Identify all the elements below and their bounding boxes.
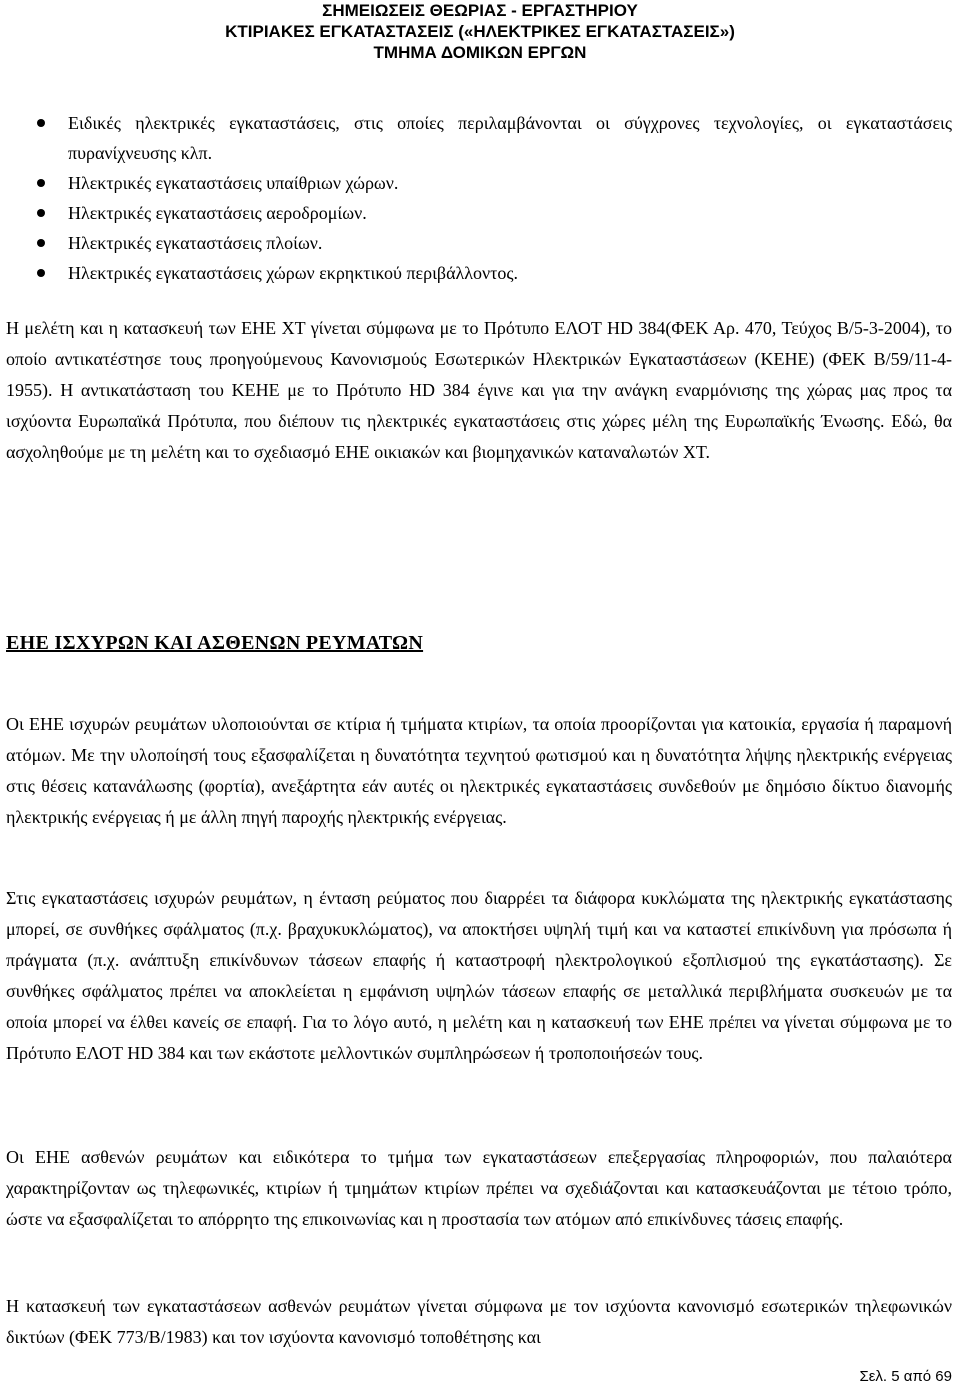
list-item: Ηλεκτρικές εγκαταστάσεις πλοίων. (0, 228, 952, 258)
bullet-icon (37, 179, 45, 187)
section-heading: ΕΗΕ ΙΣΧΥΡΩΝ ΚΑΙ ΑΣΘΕΝΩΝ ΡΕΥΜΑΤΩΝ (6, 632, 424, 654)
list-item: Ηλεκτρικές εγκαταστάσεις αεροδρομίων. (0, 198, 952, 228)
bullet-list (0, 108, 952, 288)
header-line-3: ΤΜΗΜΑ ΔΟΜΙΚΩΝ ΕΡΓΩΝ (373, 43, 587, 62)
paragraph-block-3 (6, 1142, 952, 1235)
header-line-1: ΣΗΜΕΙΩΣΕΙΣ ΘΕΩΡΙΑΣ - ΕΡΓΑΣΤΗΡΙΟΥ (322, 1, 638, 20)
bullet-icon (37, 119, 45, 127)
paragraph: Οι ΕΗΕ ασθενών ρευμάτων και ειδικότερα το τμήμα των εγκαταστάσεων επεξεργασίας πληροφοριών, που παλαιότερα χαρακτηρίζονταν ως τηλεφωνικές, κτιρίων ή τμημάτων κτιρίων πρέπει να σχεδιάζονται και κατασκευάζονται με τέτοιο τρόπο, ώστε να εξασφαλίζεται το απόρρητο της επικοινωνίας και η προστασία των ατόμων από επικίνδυνες τάσεις επαφής. (6, 1147, 952, 1229)
list-item: Ηλεκτρικές εγκαταστάσεις χώρων εκρηκτικού περιβάλλοντος. (0, 258, 952, 288)
list-item: Ηλεκτρικές εγκαταστάσεις υπαίθριων χώρων. (0, 168, 952, 198)
paragraph: Οι ΕΗΕ ισχυρών ρευμάτων υλοποιούνται σε κτίρια ή τμήματα κτιρίων, τα οποία προορίζονται για κατοικία, εργασία ή παραμονή ατόμων. Με την υλοποίησή τους εξασφαλίζεται η δυνατότητα τεχνητού φωτισμού και η δυνατότητα λήψης ηλεκτρικής ενέργειας στις θέσεις κατανάλωσης (φορτία), ανεξάρτητα εάν αυτές οι ηλεκτρικές εγκαταστάσεις συνδεθούν με δημόσιο δίκτυο διανομής ηλεκτρικής ενέργειας ή με άλλη πηγή παροχής ηλεκτρικής ενέργειας. (6, 714, 952, 827)
document-header (0, 0, 960, 63)
intro-paragraph: Η μελέτη και η κατασκευή των ΕΗΕ ΧΤ γίνεται σύμφωνα με το Πρότυπο ΕΛΟΤ HD 384(ΦΕΚ Αρ. 470, Τεύχος Β/5-3-2004), το οποίο αντικατέστησε τους προηγούμενους Κανονισμούς Εσωτερικών Ηλεκτρικών Εγκαταστάσεων (ΚΕΗΕ) (ΦΕΚ Β/59/11-4-1955). Η αντικατάσταση του ΚΕΗΕ με το Πρότυπο HD 384 έγινε και για την ανάγκη εναρμόνισης της χώρας μας προς τα ισχύοντα Ευρωπαϊκά Πρότυπα, που διέπουν τις ηλεκτρικές εγκαταστάσεις στις χώρες μέλη της Ευρωπαϊκής Ένωσης. Εδώ, θα ασχοληθούμε με τη μελέτη και το σχεδιασμό ΕΗΕ οικιακών και βιομηχανικών καταναλωτών ΧΤ. (6, 318, 952, 462)
bullet-icon (37, 239, 45, 247)
paragraph: Στις εγκαταστάσεις ισχυρών ρευμάτων, η ένταση ρεύματος που διαρρέει τα διάφορα κυκλώματα της ηλεκτρικής εγκατάστασης μπορεί, σε συνθήκες σφάλματος (π.χ. βραχυκυκλώματος), να αποκτήσει υψηλή τιμή και να καταστεί επικίνδυνη για πρόσωπα ή πράγματα (π.χ. ανάπτυξη επικίνδυνων τάσεων επαφής ή καταστροφή ηλεκτρολογικού εξοπλισμού της εγκατάστασης). Σε συνθήκες σφάλματος πρέπει να αποκλείεται η εμφάνιση υψηλών τάσεων επαφής σε μεταλλικά περιβλήματα συσκευών με τα οποία μπορεί να έλθει κανείς σε επαφή. Για το λόγο αυτό, η μελέτη και η κατασκευή των ΕΗΕ πρέπει να γίνεται σύμφωνα με το Πρότυπο ΕΛΟΤ HD 384 και των εκάστοτε μελλοντικών συμπληρώσεων ή τροποποιήσεών τους. (6, 888, 952, 1063)
header-line-2: ΚΤΙΡΙΑΚΕΣ ΕΓΚΑΤΑΣΤΑΣΕΙΣ («ΗΛΕΚΤΡΙΚΕΣ ΕΓΚΑΤΑΣΤΑΣΕΙΣ») (225, 22, 735, 41)
paragraph-block-2 (6, 883, 952, 1069)
list-item: Ειδικές ηλεκτρικές εγκαταστάσεις, στις οποίες περιλαμβάνονται οι σύγχρονες τεχνολογίες, οι εγκαταστάσεις πυρανίχνευσης κλπ. (0, 108, 952, 168)
paragraph-block-4 (6, 1291, 952, 1353)
paragraph-block-1 (6, 709, 952, 833)
bullet-icon (37, 269, 45, 277)
page-number: Σελ. 5 από 69 (859, 1368, 952, 1385)
bullet-icon (37, 209, 45, 217)
paragraph: Η κατασκευή των εγκαταστάσεων ασθενών ρευμάτων γίνεται σύμφωνα με τον ισχύοντα κανονισμό εσωτερικών τηλεφωνικών δικτύων (ΦΕΚ 773/Β/1983) και τον ισχύοντα κανονισμό τοποθέτησης και (6, 1296, 952, 1347)
intro-section (6, 313, 952, 468)
